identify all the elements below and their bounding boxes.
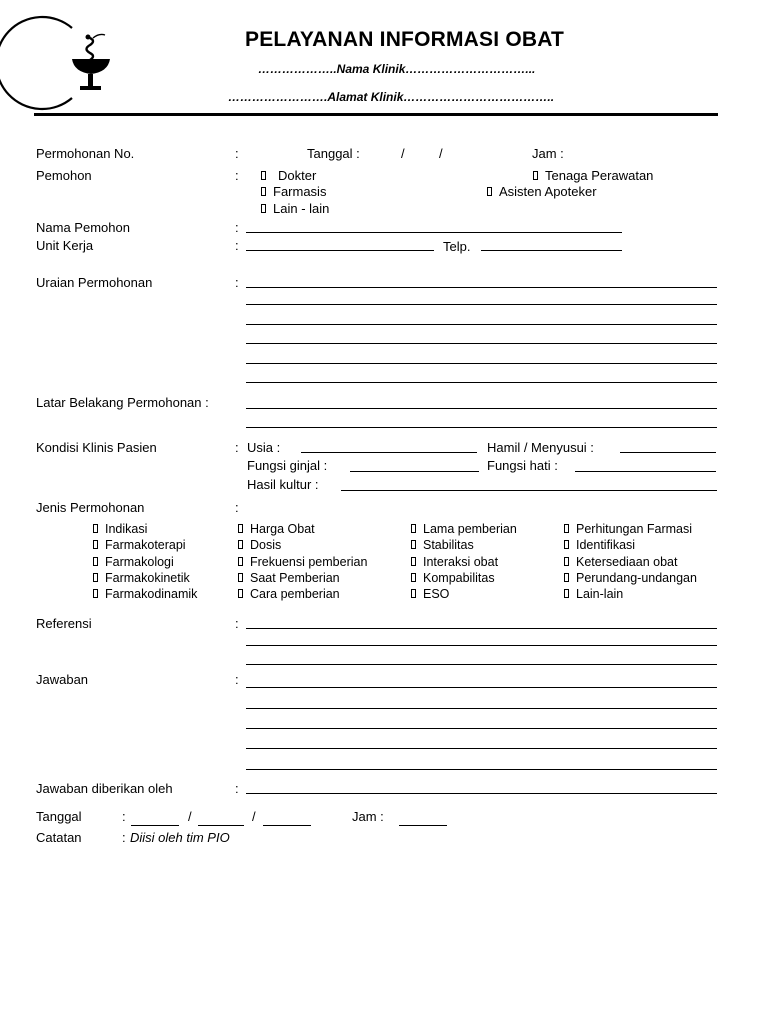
colon: : <box>235 220 239 235</box>
usia-field[interactable] <box>301 452 477 453</box>
footer-date-year-field[interactable] <box>263 825 311 826</box>
colon: : <box>235 146 239 161</box>
jenis-option-label: Dosis <box>250 538 282 552</box>
jenis-option[interactable] <box>93 522 147 536</box>
label-hamil: Hamil / Menyusui : <box>487 440 594 455</box>
colon: : <box>122 830 126 845</box>
colon: : <box>235 616 239 631</box>
jenis-option[interactable] <box>411 587 449 601</box>
referensi-field-line[interactable] <box>246 645 717 646</box>
jenis-option-label: ESO <box>423 587 450 601</box>
checkbox-icon[interactable] <box>564 540 569 549</box>
jenis-option[interactable] <box>411 538 474 552</box>
checkbox-icon[interactable] <box>411 573 416 582</box>
option-label: Tenaga Perawatan <box>545 168 654 183</box>
checkbox-icon[interactable] <box>261 204 266 213</box>
jenis-option[interactable] <box>93 555 174 569</box>
hamil-field[interactable] <box>620 452 716 453</box>
label-latar-belakang: Latar Belakang Permohonan : <box>36 395 209 410</box>
jenis-option-label: Lain-lain <box>576 587 624 601</box>
jenis-option-label: Farmakoterapi <box>105 538 186 552</box>
option-label: Lain - lain <box>273 201 330 216</box>
checkbox-icon[interactable] <box>411 540 416 549</box>
jenis-option-label: Perhitungan Farmasi <box>576 522 693 536</box>
jenis-option[interactable] <box>564 587 623 601</box>
page-title: PELAYANAN INFORMASI OBAT <box>245 28 565 51</box>
label-footer-tanggal: Tanggal <box>36 809 82 824</box>
checkbox-icon[interactable] <box>411 557 416 566</box>
referensi-field-line[interactable] <box>246 628 717 629</box>
label-referensi: Referensi <box>36 616 92 631</box>
jenis-option[interactable] <box>564 538 635 552</box>
jenis-option[interactable] <box>411 571 495 585</box>
checkbox-icon[interactable] <box>238 557 243 566</box>
label-fungsi-hati: Fungsi hati : <box>487 458 558 473</box>
jenis-option[interactable] <box>564 522 692 536</box>
jenis-option-label: Saat Pemberian <box>250 571 340 585</box>
label-pemohon: Pemohon <box>36 168 92 183</box>
label-jam: Jam : <box>532 146 564 161</box>
label-fungsi-ginjal: Fungsi ginjal : <box>247 458 328 473</box>
jenis-option-label: Cara pemberian <box>250 587 340 601</box>
jenis-option[interactable] <box>564 571 697 585</box>
jenis-option-label: Farmakologi <box>105 555 174 569</box>
checkbox-icon[interactable] <box>564 524 569 533</box>
clinic-address-dots-right: ……………………………….. <box>403 90 555 104</box>
catatan-value: Diisi oleh tim PIO <box>130 830 230 845</box>
jenis-option[interactable] <box>93 538 186 552</box>
jenis-option[interactable] <box>564 555 677 569</box>
jenis-option-label: Kompabilitas <box>423 571 495 585</box>
jenis-option-label: Farmakodinamik <box>105 587 198 601</box>
colon: : <box>122 809 126 824</box>
latar-belakang-field-line[interactable] <box>246 427 717 428</box>
checkbox-icon[interactable] <box>238 573 243 582</box>
uraian-field-line[interactable] <box>246 343 717 344</box>
uraian-field-line[interactable] <box>246 382 717 383</box>
latar-belakang-field-line[interactable] <box>246 408 717 409</box>
checkbox-icon[interactable] <box>564 573 569 582</box>
jenis-option-label: Interaksi obat <box>423 555 499 569</box>
jawaban-field-line[interactable] <box>246 687 717 688</box>
clinic-address: Alamat Klinik <box>327 90 404 104</box>
jenis-option-label: Frekuensi pemberian <box>250 555 368 569</box>
jenis-option[interactable] <box>411 522 517 536</box>
jenis-option[interactable] <box>93 571 190 585</box>
fungsi-hati-field[interactable] <box>575 471 716 472</box>
checkbox-icon[interactable] <box>411 524 416 533</box>
clinic-name-line <box>258 62 535 76</box>
colon: : <box>235 238 239 253</box>
date-separator: / <box>401 146 405 161</box>
header-divider <box>34 113 718 116</box>
jenis-option-label: Indikasi <box>105 522 148 536</box>
label-unit-kerja: Unit Kerja <box>36 238 94 253</box>
telp-field[interactable] <box>481 250 622 251</box>
label-jawaban-diberikan-oleh: Jawaban diberikan oleh <box>36 781 173 796</box>
label-footer-jam: Jam : <box>352 809 384 824</box>
jenis-option-label: Harga Obat <box>250 522 315 536</box>
checkbox-icon[interactable] <box>93 557 98 566</box>
footer-date-month-field[interactable] <box>198 825 244 826</box>
pharmacy-logo <box>0 14 120 124</box>
clinic-address-line <box>228 90 554 104</box>
colon: : <box>235 440 239 455</box>
uraian-field-line[interactable] <box>246 304 717 305</box>
option-label: Farmasis <box>273 184 327 199</box>
checkbox-icon[interactable] <box>238 540 243 549</box>
checkbox-icon[interactable] <box>93 589 98 598</box>
uraian-field-line[interactable] <box>246 287 717 288</box>
label-jawaban: Jawaban <box>36 672 89 687</box>
option-tenaga-perawatan[interactable] <box>533 168 653 183</box>
clinic-name-dots-left: ……………….. <box>258 62 337 76</box>
label-nama-pemohon: Nama Pemohon <box>36 220 130 235</box>
label-uraian-permohonan: Uraian Permohonan <box>36 275 153 290</box>
fungsi-ginjal-field[interactable] <box>350 471 479 472</box>
nama-pemohon-field[interactable] <box>246 232 622 233</box>
label-hasil-kultur: Hasil kultur : <box>247 477 319 492</box>
option-dokter[interactable] <box>261 168 316 183</box>
checkbox-icon[interactable] <box>261 171 266 180</box>
label-kondisi-klinis: Kondisi Klinis Pasien <box>36 440 157 455</box>
jenis-option[interactable] <box>93 587 197 601</box>
clinic-name: Nama Klinik <box>336 62 406 76</box>
date-separator: / <box>439 146 443 161</box>
jawaban-field-line[interactable] <box>246 769 717 770</box>
footer-jam-field[interactable] <box>399 825 447 826</box>
checkbox-icon[interactable] <box>411 589 416 598</box>
option-label: Asisten Apoteker <box>499 184 597 199</box>
label-permohonan-no: Permohonan No. <box>36 146 135 161</box>
hasil-kultur-field[interactable] <box>341 490 717 491</box>
jenis-option-label: Lama pemberian <box>423 522 517 536</box>
jenis-option[interactable] <box>238 571 340 585</box>
checkbox-icon[interactable] <box>564 589 569 598</box>
unit-kerja-field[interactable] <box>246 250 434 251</box>
jenis-option-label: Stabilitas <box>423 538 474 552</box>
checkbox-icon[interactable] <box>261 187 266 196</box>
jenis-option-label: Identifikasi <box>576 538 636 552</box>
colon: : <box>235 672 239 687</box>
checkbox-icon[interactable] <box>564 557 569 566</box>
colon: : <box>235 500 239 515</box>
checkbox-icon[interactable] <box>487 187 492 196</box>
checkbox-icon[interactable] <box>238 524 243 533</box>
checkbox-icon[interactable] <box>238 589 243 598</box>
jawaban-field-line[interactable] <box>246 728 717 729</box>
jenis-option[interactable] <box>238 555 367 569</box>
footer-date-day-field[interactable] <box>131 825 179 826</box>
date-separator: / <box>188 809 192 824</box>
date-separator: / <box>252 809 256 824</box>
option-lain-lain[interactable] <box>261 201 329 216</box>
option-label: Dokter <box>278 168 317 183</box>
checkbox-icon[interactable] <box>93 540 98 549</box>
colon: : <box>235 168 239 183</box>
jenis-option-label: Perundang-undangan <box>576 571 697 585</box>
colon: : <box>235 781 239 796</box>
jenis-option[interactable] <box>238 587 340 601</box>
label-tanggal: Tanggal : <box>307 146 360 161</box>
clinic-name-dots-right: …………………………... <box>405 62 536 76</box>
checkbox-icon[interactable] <box>93 524 98 533</box>
label-catatan: Catatan <box>36 830 82 845</box>
option-asisten-apoteker[interactable] <box>487 184 597 199</box>
jenis-option-label: Farmakokinetik <box>105 571 190 585</box>
jenis-option-label: Ketersediaan obat <box>576 555 678 569</box>
option-farmasis[interactable] <box>261 184 326 199</box>
label-jenis-permohonan: Jenis Permohonan <box>36 500 145 515</box>
jawaban-oleh-field[interactable] <box>246 793 717 794</box>
jawaban-field-line[interactable] <box>246 748 717 749</box>
jawaban-field-line[interactable] <box>246 708 717 709</box>
checkbox-icon[interactable] <box>533 171 538 180</box>
clinic-address-dots-left: ……………………. <box>228 90 328 104</box>
uraian-field-line[interactable] <box>246 324 717 325</box>
label-telp: Telp. <box>443 239 471 254</box>
jenis-option[interactable] <box>411 555 498 569</box>
uraian-field-line[interactable] <box>246 363 717 364</box>
referensi-field-line[interactable] <box>246 664 717 665</box>
checkbox-icon[interactable] <box>93 573 98 582</box>
jenis-option[interactable] <box>238 538 281 552</box>
colon: : <box>235 275 239 290</box>
jenis-option[interactable] <box>238 522 315 536</box>
label-usia: Usia : <box>247 440 281 455</box>
